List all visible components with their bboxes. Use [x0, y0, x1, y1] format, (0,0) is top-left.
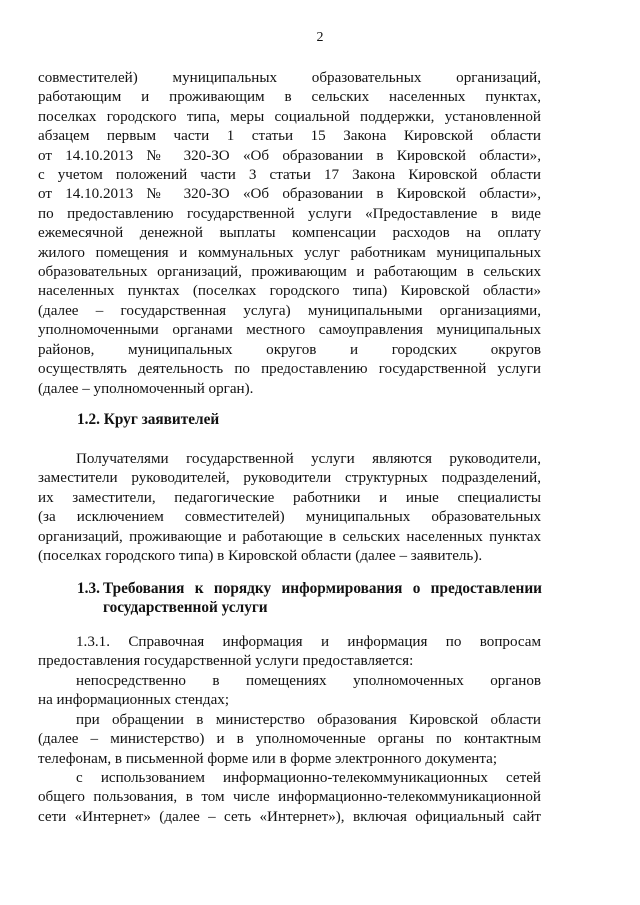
section-heading-1-3 — [77, 579, 542, 619]
text-line: их заместители, педагогические работники и иные специалисты — [38, 489, 541, 506]
text-line: ежемесячной денежной выплаты компенсации расходов на оплату — [38, 225, 541, 242]
page-number: 2 — [316, 30, 324, 45]
text-line: абзацем первым части 1 статьи 15 Закона Кировской области — [38, 128, 541, 145]
applicants-paragraph — [38, 450, 541, 566]
heading-line: государственной услуги — [103, 599, 268, 617]
text-line: населенных пунктах (поселках городского типа) Кировской области» — [38, 283, 541, 300]
text-line: заместители руководителей, руководители структурных подразделений, — [38, 470, 541, 487]
text-line: осуществлять деятельность по предоставлению государственной услуги — [38, 361, 541, 378]
text-line: образовательных организаций, проживающим и работающим в сельских — [38, 264, 541, 281]
text-line: сети «Интернет» (далее – сеть «Интернет»), включая официальный сайт — [38, 808, 541, 825]
text-line: (далее – государственная услуга) муниципальными организациями, — [38, 302, 541, 319]
text-line: 1.3.1. Справочная информация и информация по вопросам — [76, 634, 541, 650]
text-line: уполномоченными органами местного самоуправления муниципальных — [38, 322, 541, 339]
text-line: с использованием информационно-телекоммуникационных сетей — [76, 770, 541, 786]
text-line: организаций, проживающие и работающие в сельских населенных пунктах — [38, 528, 541, 545]
text-line: по предоставлению государственной услуги «Предоставление в виде — [38, 205, 541, 222]
text-line: при обращении в министерство образования Кировской области — [76, 712, 541, 728]
text-line: жилого помещения и коммунальных услуг работникам муниципальных — [38, 244, 541, 261]
text-line: поселках городского типа, меры социальной поддержки, установленной — [38, 108, 541, 125]
heading-line: Требования к порядку информирования о предоставлении — [103, 580, 542, 597]
internet-paragraph — [38, 769, 541, 827]
text-line: общего пользования, в том числе информационно-телекоммуникационной — [38, 789, 541, 806]
text-line: районов, муниципальных округов и городских округов — [38, 341, 541, 358]
text-line: Получателями государственной услуги являются руководители, — [76, 451, 541, 467]
text-line: работающим и проживающим в сельских населенных пунктах, — [38, 89, 541, 106]
info-stands-paragraph — [38, 672, 541, 711]
text-line: непосредственно в помещениях уполномоченных органов — [76, 673, 541, 689]
text-line: (далее – министерство) и в уполномоченные органы по контактным — [38, 731, 541, 748]
intro-paragraph — [38, 69, 541, 399]
section-heading-1-2: 1.2. Круг заявителей — [77, 411, 220, 428]
text-line: телефонам, в письменной форме или в форме электронного документа; — [38, 750, 498, 767]
text-line: (поселках городского типа) в Кировской области (далее – заявитель). — [38, 548, 483, 565]
text-line: на информационных стендах; — [38, 692, 230, 709]
text-line: от 14.10.2013 № 320-ЗО «Об образовании в Кировской области», — [38, 186, 541, 203]
text-line: совместителей) муниципальных образовательных организаций, — [38, 70, 541, 86]
reference-info-paragraph — [38, 633, 541, 672]
text-line: от 14.10.2013 № 320-ЗО «Об образовании в Кировской области», — [38, 147, 541, 164]
text-line: с учетом положений части 3 статьи 17 Закона Кировской области — [38, 167, 541, 184]
text-line: предоставления государственной услуги предоставляется: — [38, 653, 414, 670]
section-number: 1.3. — [77, 580, 100, 597]
text-line: (далее – уполномоченный орган). — [38, 380, 254, 397]
ministry-contact-paragraph — [38, 711, 541, 769]
text-line: (за исключением совместителей) муниципальных образовательных — [38, 509, 541, 526]
